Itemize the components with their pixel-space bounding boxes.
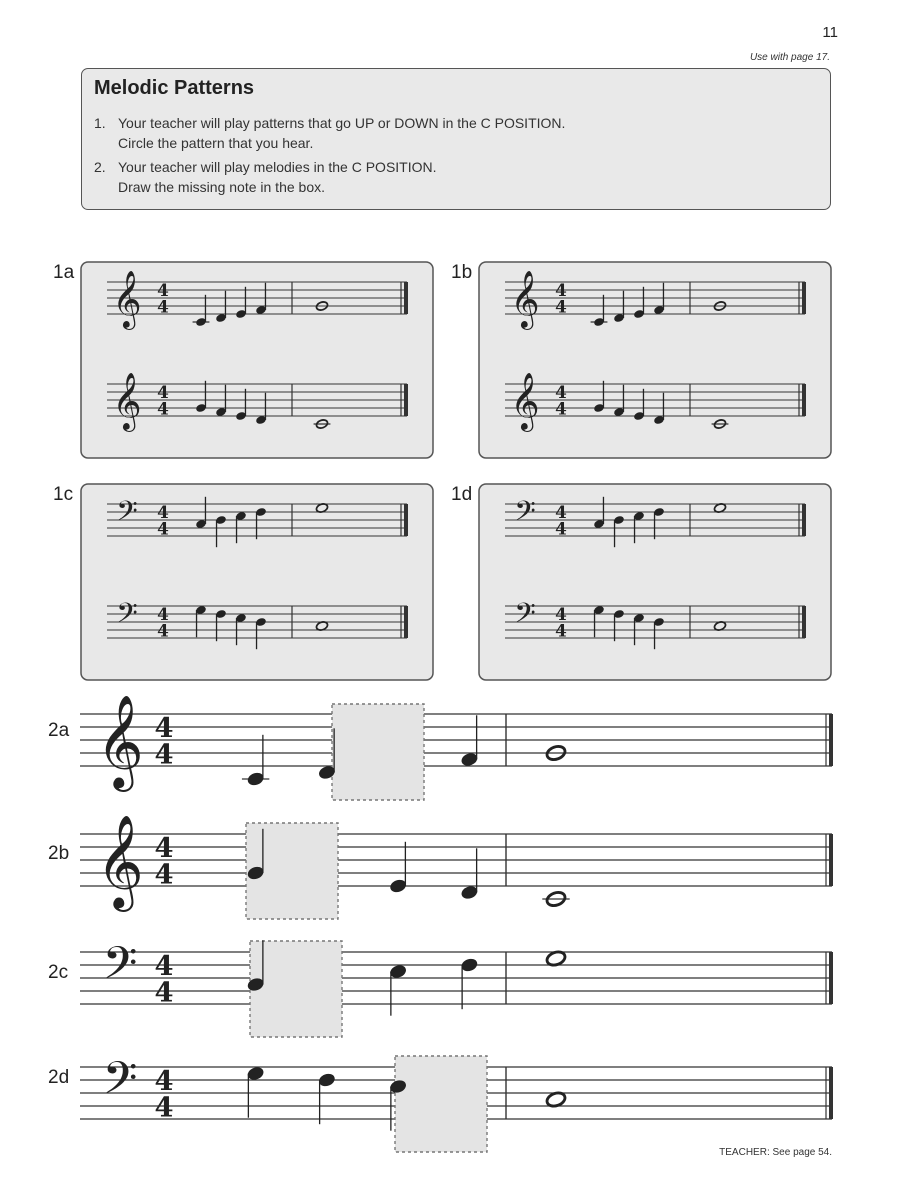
exercise-1a-label: 1a <box>53 262 75 283</box>
e2d-answer-box <box>395 1056 487 1152</box>
e1d-bass-clef-icon: 𝄢 <box>514 596 536 636</box>
final-barline-thick <box>404 384 408 416</box>
e1b-time-numerator: 4 <box>555 280 567 300</box>
final-barline-thick <box>404 504 408 536</box>
e1b-treble-clef-icon: 𝄞 <box>510 269 540 328</box>
e1a-time-numerator: 4 <box>157 280 169 300</box>
e1a-time-denominator: 4 <box>157 296 169 317</box>
e2a-treble-clef-icon: 𝄞 <box>96 694 144 789</box>
final-barline-thick <box>829 952 833 1004</box>
e1c-time-denominator: 4 <box>157 518 169 539</box>
use-with-note: Use with page 17. <box>749 52 830 63</box>
exercise-2d-label: 2d <box>48 1067 70 1088</box>
final-barline-thick <box>829 834 833 886</box>
e2b-time-denominator: 4 <box>154 858 174 891</box>
e1b-time-numerator: 4 <box>555 382 567 402</box>
e2d-time-numerator: 4 <box>154 1064 174 1097</box>
e1d-time-denominator: 4 <box>555 620 567 641</box>
instruction-1-number: 1. <box>94 115 106 131</box>
final-barline-thick <box>802 384 806 416</box>
page-number: 11 <box>822 24 838 41</box>
e1c-time-numerator: 4 <box>157 604 169 624</box>
e1a-treble-clef-icon: 𝄞 <box>112 269 142 328</box>
final-barline-thick <box>802 606 806 638</box>
exercise-1d-label: 1d <box>451 484 473 505</box>
e2c-time-denominator: 4 <box>154 976 174 1009</box>
e1d-time-denominator: 4 <box>555 518 567 539</box>
instruction-2-line1: Your teacher will play melodies in the C POSITION. <box>118 159 437 175</box>
e1b-time-denominator: 4 <box>555 398 567 419</box>
exercise-1b-label: 1b <box>451 262 473 283</box>
final-barline-thick <box>829 714 833 766</box>
e1d-bass-clef-icon: 𝄢 <box>514 494 536 534</box>
exercise-2a-label: 2a <box>48 720 70 741</box>
e2b-time-numerator: 4 <box>154 831 174 864</box>
instructions-title: Melodic Patterns <box>94 77 255 99</box>
e1b-time-denominator: 4 <box>555 296 567 317</box>
e2b-treble-clef-icon: 𝄞 <box>96 814 144 909</box>
e1a-treble-clef-icon: 𝄞 <box>112 371 142 430</box>
e2a-time-denominator: 4 <box>154 738 174 771</box>
e1a-time-denominator: 4 <box>157 398 169 419</box>
e1a-time-numerator: 4 <box>157 382 169 402</box>
final-barline-thick <box>404 606 408 638</box>
e2c-answer-box <box>250 941 342 1037</box>
teacher-footer: TEACHER: See page 54. <box>719 1147 832 1158</box>
final-barline-thick <box>829 1067 833 1119</box>
exercise-1c-label: 1c <box>53 484 74 505</box>
instruction-2-line2: Draw the missing note in the box. <box>118 179 325 195</box>
e2a-time-numerator: 4 <box>154 711 174 744</box>
instruction-1-line2: Circle the pattern that you hear. <box>118 135 314 151</box>
e2d-time-denominator: 4 <box>154 1091 174 1124</box>
e1c-bass-clef-icon: 𝄢 <box>116 494 138 534</box>
e1c-time-numerator: 4 <box>157 502 169 522</box>
e1d-time-numerator: 4 <box>555 604 567 624</box>
e1b-treble-clef-icon: 𝄞 <box>510 371 540 430</box>
e2c-time-numerator: 4 <box>154 949 174 982</box>
final-barline-thick <box>802 504 806 536</box>
e1d-time-numerator: 4 <box>555 502 567 522</box>
instruction-1-line1: Your teacher will play patterns that go UP or DOWN in the C POSITION. <box>118 115 566 131</box>
exercise-2c-label: 2c <box>48 962 69 983</box>
e2a-answer-box <box>332 704 424 800</box>
e2c-bass-clef-icon: 𝄢 <box>102 936 138 1001</box>
instruction-2-number: 2. <box>94 159 106 175</box>
final-barline-thick <box>404 282 408 314</box>
exercise-2b-label: 2b <box>48 843 70 864</box>
e1c-time-denominator: 4 <box>157 620 169 641</box>
e2d-bass-clef-icon: 𝄢 <box>102 1051 138 1116</box>
e1c-bass-clef-icon: 𝄢 <box>116 596 138 636</box>
final-barline-thick <box>802 282 806 314</box>
